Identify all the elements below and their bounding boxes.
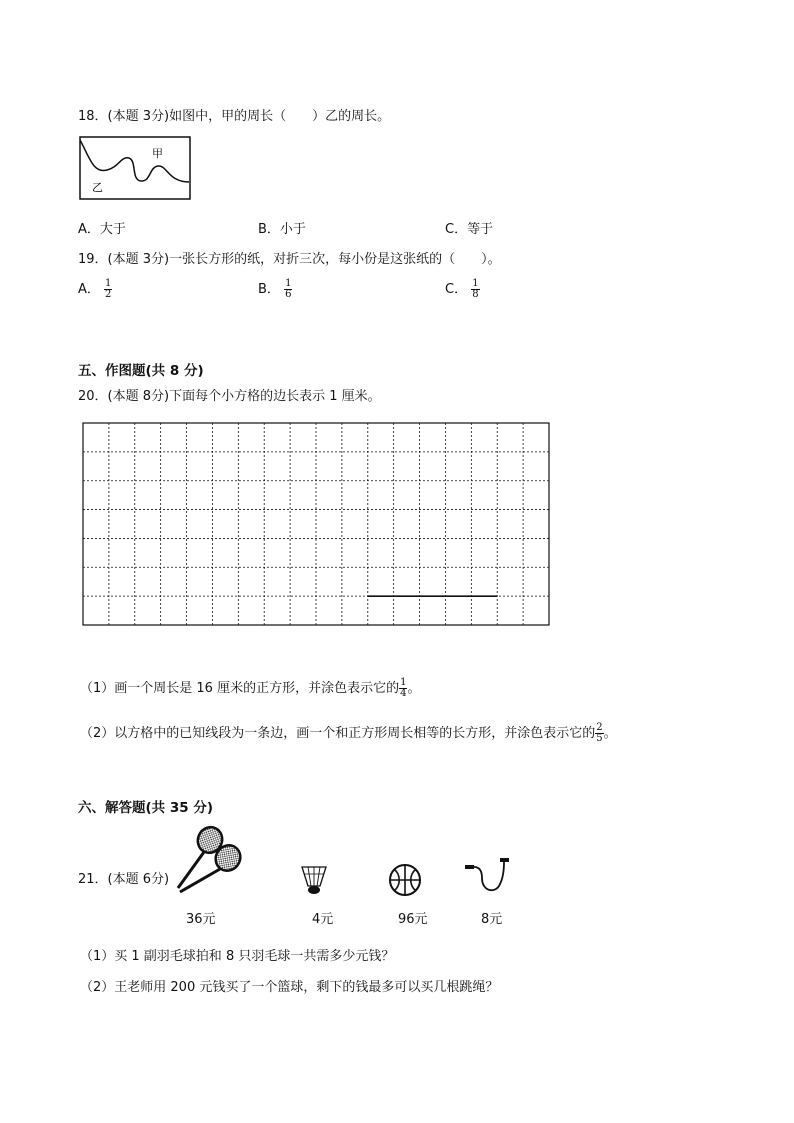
q19-stem: 19．(本题 3分)一张长方形的纸，对折三次，每小份是这张纸的（ ）。 bbox=[78, 252, 501, 267]
fraction: $\frac{2}{5}$ bbox=[596, 722, 603, 744]
shuttlecock-icon bbox=[300, 864, 334, 896]
fraction: $\frac{1}{6}$ bbox=[285, 278, 292, 300]
basketball-icon bbox=[387, 862, 423, 898]
q18-option-a: A．大于 bbox=[78, 222, 126, 237]
racket-price: 36元 bbox=[186, 912, 216, 927]
q18-option-b: B．小于 bbox=[258, 222, 306, 237]
jump-rope-price: 8元 bbox=[481, 912, 503, 927]
racket-icon bbox=[172, 824, 246, 896]
q21-stem: 21．(本题 6分) bbox=[78, 872, 170, 887]
fraction: $\frac{1}{8}$ bbox=[472, 278, 479, 300]
q18-option-c: C．等于 bbox=[445, 222, 494, 237]
section-6-title: 六、解答题(共 35 分) bbox=[78, 800, 214, 816]
q21-sub2: （2）王老师用 200 元钱买了一个篮球，剩下的钱最多可以买几根跳绳？ bbox=[80, 980, 499, 995]
basketball-price: 96元 bbox=[398, 912, 428, 927]
q18-stem: 18．(本题 3分)如图中，甲的周长（ ）乙的周长。 bbox=[78, 109, 391, 124]
fraction: $\frac{1}{2}$ bbox=[105, 278, 112, 300]
q19-option-b: B． $\frac{1}{6}$ bbox=[258, 278, 292, 300]
q20-sub2: （2）以方格中的已知线段为一条边，画一个和正方形周长相等的长方形，并涂色表示它的 $\frac{2}{5}$ 。 bbox=[80, 722, 617, 744]
section-5-title: 五、作图题(共 8 分) bbox=[78, 363, 204, 379]
shuttlecock-price: 4元 bbox=[312, 912, 334, 927]
q20-sub1: （1）画一个周长是 16 厘米的正方形，并涂色表示它的 $\frac{1}{4}$ 。 bbox=[80, 677, 421, 699]
q19-option-a: A． $\frac{1}{2}$ bbox=[78, 278, 112, 300]
fraction: $\frac{1}{4}$ bbox=[400, 677, 407, 699]
label-jia: 甲 bbox=[152, 147, 163, 160]
q21-sub1: （1）买 1 副羽毛球拍和 8 只羽毛球一共需多少元钱？ bbox=[80, 949, 395, 964]
jump-rope-icon bbox=[462, 856, 518, 898]
q20-stem: 20．(本题 8分)下面每个小方格的边长表示 1 厘米。 bbox=[78, 389, 381, 404]
q19-option-c: C． $\frac{1}{8}$ bbox=[445, 278, 479, 300]
square-grid bbox=[82, 422, 552, 628]
perimeter-figure bbox=[79, 136, 191, 200]
label-yi: 乙 bbox=[92, 181, 103, 194]
